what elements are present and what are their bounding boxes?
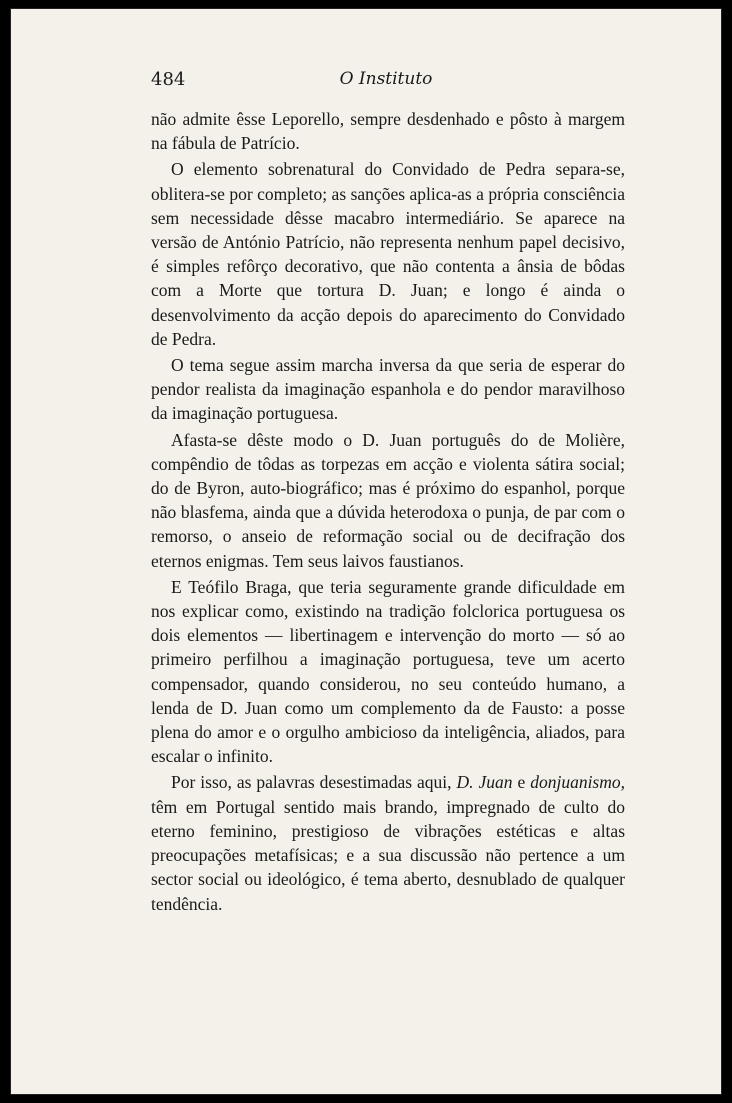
italic-title: D. Juan: [456, 772, 513, 793]
body-text: [151, 107, 625, 916]
paragraph: E Teófilo Braga, que teria seguramente grande dificuldade em nos explicar como, existindo na tradição folclorica portuguesa os dois elementos — libertinagem e intervenção do morto — só ao primeiro perfilhou a imaginação portuguesa, teve um acerto compensador, quando considerou, no seu conteúdo humano, a lenda de D. Juan como um complemento da de Fausto: a posse plena do amor e o orgulho ambicioso da inteligência, aliados, para escalar o infinito.: [151, 576, 625, 767]
italic-term: donjuanismo,: [530, 772, 626, 793]
paragraph-text: Por isso, as palavras desestimadas aqui,: [171, 772, 457, 793]
paragraph: O tema segue assim marcha inversa da que seria de esperar do pendor realista da imaginação espanhola e do pendor maravilhoso da imaginação portuguesa.: [151, 355, 625, 424]
paragraph: não admite êsse Leporello, sempre desdenhado e pôsto à margem na fábula de Patrício.: [151, 109, 625, 154]
paragraph-text: e: [512, 772, 531, 793]
page-number: 484: [151, 69, 186, 90]
running-title: O Instituto: [339, 69, 433, 89]
paragraph: Afasta-se dêste modo o D. Juan português do de Molière, compêndio de tôdas as torpezas em acção e violenta sátira social; do de Byron, auto-biográfico; mas é próximo do espanhol, porque não blasfema, ainda que a dúvida heterodoxa o punja, de par com o remorso, o anseio de reformação social ou de decifração dos eternos enigmas. Tem seus laivos faustianos.: [151, 429, 625, 571]
paragraph: [151, 770, 625, 915]
paragraph-text: têm em Portugal sentido mais brando, impregnado de culto do eterno feminino, prestigioso de vibrações estéticas e altas preocupações metafísicas; e a sua discussão não pertence a um sector social ou ideológico, é tema aberto, desnublado de qualquer tendência.: [151, 796, 625, 914]
page-header: [151, 69, 621, 95]
paragraph: O elemento sobrenatural do Convidado de Pedra separa-se, oblitera-se por completo; as sanções aplica-as a própria consciência sem necessidade dêsse macabro intermediário. Se aparece na versão de António Patrício, não representa nenhum papel decisivo, é simples refôrço decorativo, que não contenta a ânsia de bôdas com a Morte que tortura D. Juan; e longo é ainda o desenvolvimento da acção depois do aparecimento do Convidado de Pedra.: [151, 159, 625, 349]
book-page: [10, 8, 722, 1095]
